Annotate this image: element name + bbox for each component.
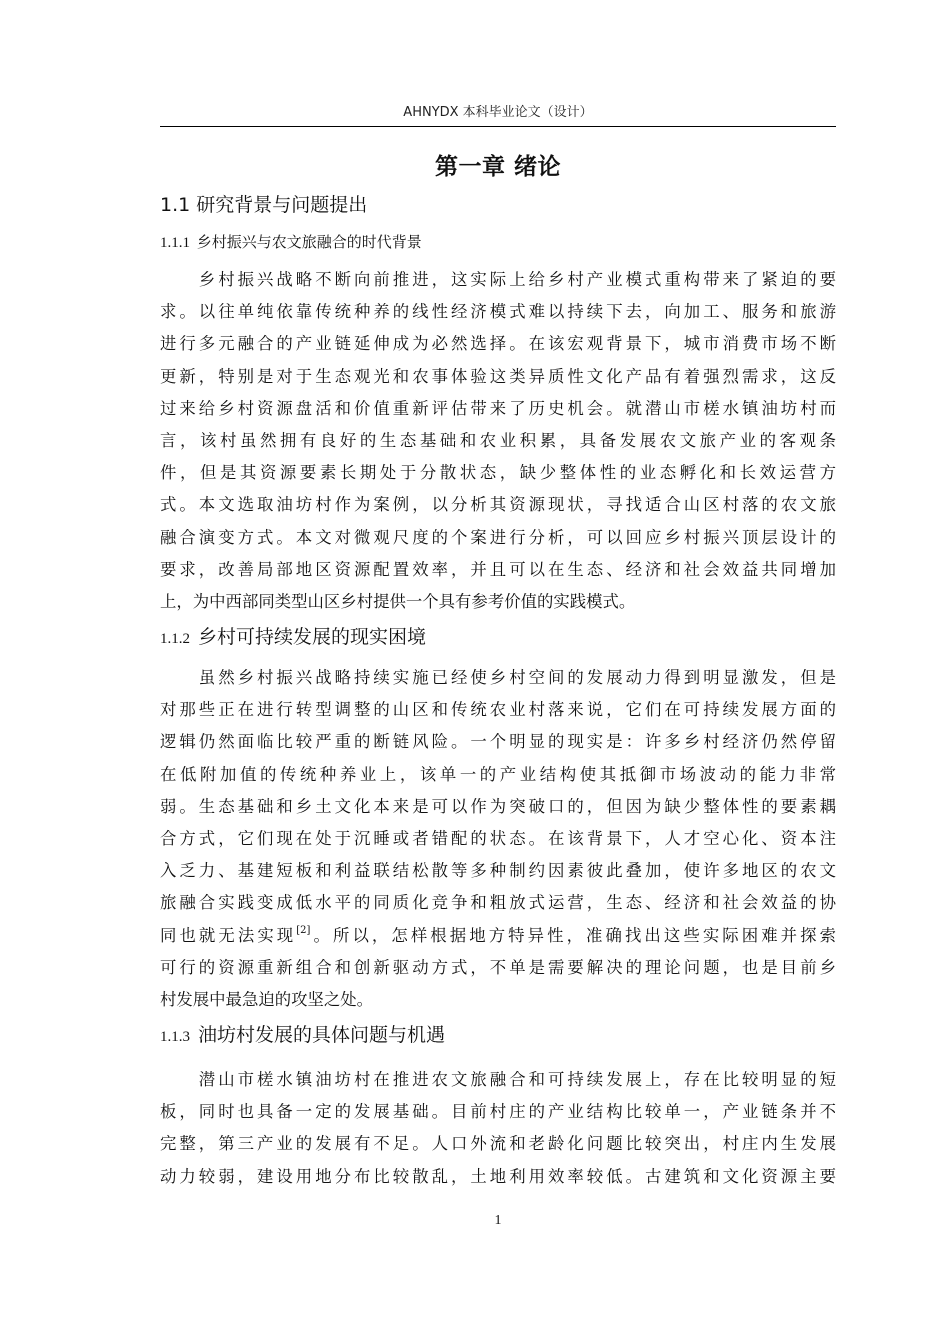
paragraph-line: 更新，特别是对于生态观光和农事体验这类异质性文化产品有着强烈需求，这反 [160,366,836,386]
section-heading-1-1-1 [160,229,422,256]
section-number: 1.1.3 [160,1029,190,1045]
paragraph-line: 潜山市槎水镇油坊村在推进农文旅融合和可持续发展上，存在比较明显的短 [160,1070,836,1089]
paragraph-line: 言，该村虽然拥有良好的生态基础和农业积累，具备发展农文旅产业的客观条 [160,430,836,450]
paragraph-1-1-2 [160,662,836,1016]
paragraph-line: 虽然乡村振兴战略持续实施已经使乡村空间的发展动力得到明显激发，但是 [160,668,836,687]
section-number: 1.1.1 [160,235,190,251]
paragraph-line: 逻辑仍然面临比较严重的断链风险。一个明显的现实是：许多乡村经济仍然停留 [160,732,836,752]
paragraph-line: 融合演变方式。本文对微观尺度的个案进行分析，可以回应乡村振兴顶层设计的 [160,527,836,547]
paragraph-line: 完整，第三产业的发展有不足。人口外流和老龄化问题比较突出，村庄内生发展 [160,1134,836,1154]
paragraph-line: 入乏力、基建短板和利益联结松散等多种制约因素彼此叠加，使许多地区的农文 [160,861,836,881]
running-header: AHNYDX 本科毕业论文（设计） [403,105,593,120]
paragraph-line: 弱。生态基础和乡土文化本来是可以作为突破口的，但因为缺少整体性的要素耦 [160,796,836,816]
paragraph-line: 旅融合实践变成低水平的同质化竞争和粗放式运营，生态、经济和社会效益的协 [160,893,836,913]
paragraph-line: 上，为中西部同类型山区乡村提供一个具有参考价值的实践模式。 [160,591,636,611]
section-title: 乡村可持续发展的现实困境 [198,626,427,648]
paragraph-line: 式。本文选取油坊村作为案例，以分析其资源现状，寻找适合山区村落的农文旅 [160,495,836,515]
paragraph-line: 动力较弱，建设用地分布比较散乱，土地利用效率较低。古建筑和文化资源主要 [160,1166,836,1186]
paragraph-line: 可行的资源重新组合和创新驱动方式，不单是需要解决的理论问题，也是目前乡 [160,957,836,977]
paragraph-1-1-1 [160,264,836,618]
paragraph-line: 求。以往单纯依靠传统种养的线性经济模式难以持续下去，向加工、服务和旅游 [160,302,836,322]
paragraph-line: 合方式，它们现在处于沉睡或者错配的状态。在该背景下，人才空心化、资本注 [160,828,836,848]
paragraph-line: 乡村振兴战略不断向前推进，这实际上给乡村产业模式重构带来了紧迫的要 [160,270,836,289]
paragraph-1-1-3 [160,1064,836,1193]
section-heading-1-1-3 [160,1022,445,1050]
section-heading-1-1: 1.1 研究背景与问题提出 [160,194,368,216]
paragraph-line: 过来给乡村资源盘活和价值重新评估带来了历史机会。就潜山市槎水镇油坊村而 [160,398,836,418]
line-text: 同也就无法实现 [160,925,297,945]
paragraph-line: 要求，改善局部地区资源配置效率，并且可以在生态、经济和社会效益共同增加 [160,559,836,579]
section-number: 1.1.2 [160,631,190,647]
section-title: 油坊村发展的具体问题与机遇 [198,1024,446,1046]
paragraph-line: 板，同时也具备一定的发展基础。目前村庄的产业结构比较单一，产业链条并不 [160,1102,836,1122]
page-number: 1 [494,1213,502,1228]
paragraph-line-with-citation [160,920,836,952]
paragraph-line: 件，但是其资源要素长期处于分散状态，缺少整体性的业态孵化和长效运营方 [160,463,836,483]
line-text: 。所以，怎样根据地方特异性，准确找出这些实际困难并探索 [310,925,836,945]
paragraph-line: 在低附加值的传统种养业上，该单一的产业结构使其抵御市场波动的能力非常 [160,764,836,784]
paragraph-line: 对那些正在进行转型调整的山区和传统农业村落来说，它们在可持续发展方面的 [160,700,836,720]
section-title: 乡村振兴与农文旅融合的时代背景 [196,233,422,251]
citation-marker: [2] [296,924,311,936]
paragraph-line: 村发展中最急迫的攻坚之处。 [160,989,374,1009]
paragraph-line: 进行多元融合的产业链延伸成为必然选择。在该宏观背景下，城市消费市场不断 [160,334,836,354]
chapter-title: 第一章 绪论 [434,154,561,180]
header-rule [160,126,836,127]
section-heading-1-1-2 [160,624,426,652]
